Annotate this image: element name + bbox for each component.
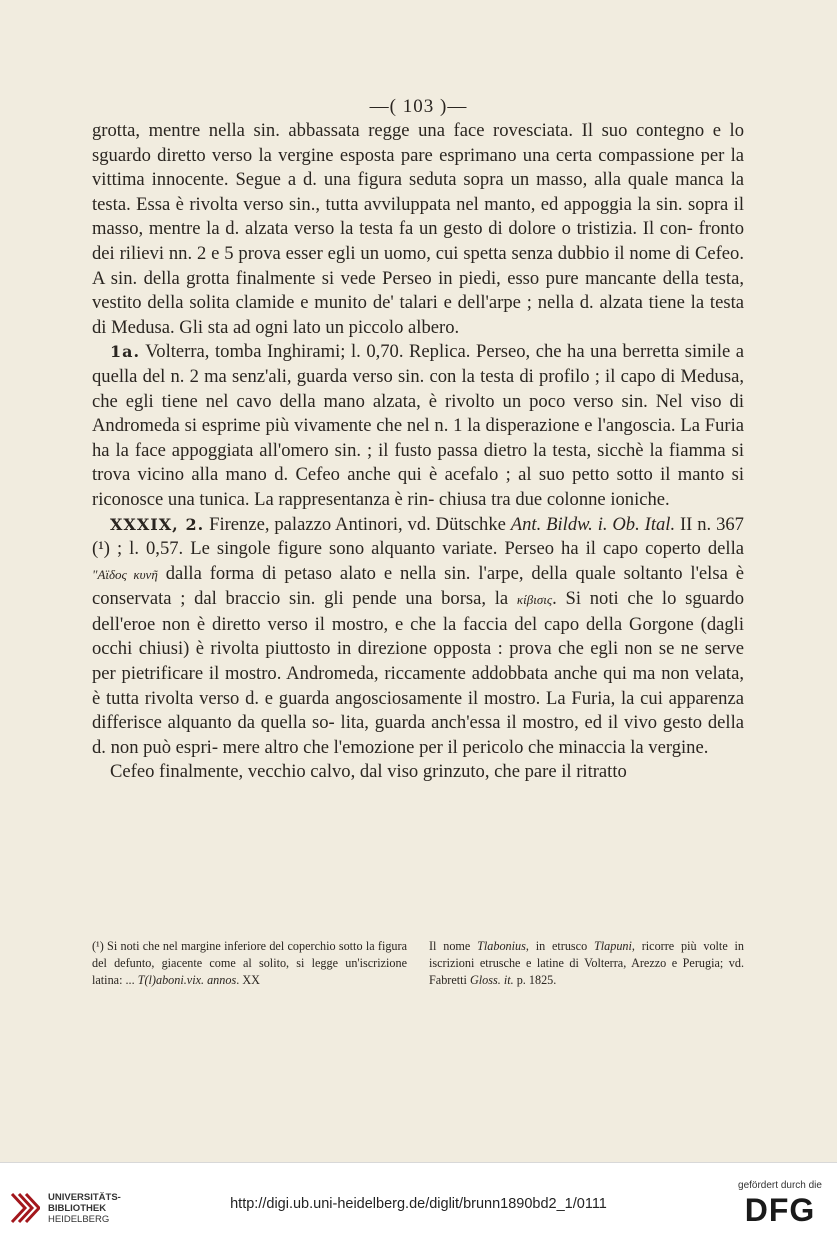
text-line: serve per pietrificare il mostro. Andromeda, riccamente addobbata anche [92,638,744,685]
text-line: diretto verso il mostro, e che la faccia del capo della Gorgone (dagli occhi [92,613,745,660]
entry-label-xxxix-2: XXXIX, 2. [110,514,205,534]
text-line: chiusi) è rivolta piuttosto in direzione opposta : prova che egli non se ne [138,638,705,660]
dfg-logo[interactable] [735,1180,825,1227]
text-line: fiamma si trova vicino alla mano d. Cefeo anche qui è acefalo ; al suo [92,439,744,486]
text-line: chiusa tra due colonne ioniche. [438,488,670,510]
text-line: Gli sta ad ogni lato un piccolo albero. [179,316,460,338]
text-line: grotta, mentre nella sin. abbassata regge una face rovesciata. Il suo [92,120,636,141]
paragraph-3: XXXIX, 2. Firenze, palazzo Antinori, vd. Dütschke Ant. Bildw. i. Ob. Ital. II n. 367 (¹) ; l. 0,57. Le singole figure sono alquanto variate. Perseo ha il capo coperto della "Αϊδος κυνῆ dalla forma di petaso alato e nella sin. l'arpe, della quale soltanto l'elsa è conservata ; dal braccio sin. gli pende una borsa, la κίβισις. Si noti che lo sguardo dell'eroe non è diretto verso il mostro, e che la faccia del capo della Gorgone (dagli occhi chiusi) è rivolta piuttosto in direzione opposta : prova che egli non se ne serve per pietrificare il mostro. Andromeda, riccamente addobbata anche qui ma non velata, è tutta rivolta verso d. e guarda angosciosamente il mostro. La Furia, la cui apparenza differisce alquanto da quella so- lita, guarda anch'essa il mostro, ed il vivo gesto della d. non può espri- mere altro che l'emozione per il pericolo che minaccia la vergine. [92,513,745,758]
footnote-left: (¹) Si noti che nel margine inferiore del coperchio sotto la figura del defunto, giacente come al solito, si legge un'iscrizione latina: ... T(l)aboni.vix. annos. XX [92,939,407,987]
text-line: mentre la d. alzata verso la testa fa un gesto di dolore o tristizia. Il con- [148,218,699,240]
text-line: e munito de' talari e dell'arpe ; nella d. alzata tiene la testa di Medusa. [92,292,744,338]
text-line: petto sotto il manto si riconosce una tunica. La rappresentanza è rin- [92,464,744,510]
greek-term: "Αϊδος κυνῆ [92,566,158,582]
footnote-right: Il nome Tlabonius, in etrusco Tlapuni, ricorre più volte in iscrizioni etrusche e latine di Volterra, Arezzo e Perugia; vd. Fabretti Gloss. it. p. 1825. [429,939,744,987]
text-line: sin., tutta avviluppata nel manto, ed appoggia la sin. sopra il masso, [92,193,744,240]
text-line: qui ma non velata, è tutta rivolta verso d. e guarda angosciosamente [92,663,744,709]
dfg-wordmark: DFG [744,1192,816,1228]
paragraph-4 [92,760,744,785]
text-line: seduta sopra un masso, alla quale manca la testa. Essa è rivolta verso [92,169,744,215]
funded-by-label: gefördert durch die [738,1180,822,1191]
text-line: mere altro che l'emozione per il pericolo che minaccia la vergine. [222,736,709,758]
text-line: una berretta simile a quella del n. 2 ma senz'ali, guarda verso sin. con [92,341,745,387]
text-line: una certa compassione per la vittima innocente. Segue a d. una figura [92,144,745,191]
greek-term: κίβισις [516,592,553,608]
text-line: più vivamente che nel n. 1 la disperazione e l'angoscia. La Furia ha la [92,415,745,461]
text-line: face appoggiata all'omero sin. ; il fusto passa dietro la testa, sicchè la [134,439,669,461]
text-line: Cefeo finalmente, vecchio calvo, dal viso grinzuto, che pare il ritratto [110,761,627,783]
main-text [92,119,744,785]
text-line: dubbio il nome di Cefeo. A sin. della grotta finalmente si vede Perseo [92,242,744,289]
text-line: contegno e lo sguardo diretto verso la vergine esposta pare esprimano [92,120,744,166]
page-number: —( 103 )— [369,96,468,117]
page-url-link[interactable]: http://digi.ub.uni-heidelberg.de/diglit/brunn1890bd2_1/0111 [230,1196,607,1212]
university-library-logo[interactable]: UNIVERSITÄTS- BIBLIOTHEK HEIDELBERG [10,1186,122,1230]
text-line: in piedi, esso pure mancante della testa, vestito della solita clamide [92,267,744,314]
footnotes [92,938,744,989]
entry-label-1a: 1a. [110,342,141,362]
text-line: lita, guarda anch'essa il mostro, ed il vivo gesto della d. non può espri- [92,712,745,758]
text-line: Volterra, tomba Inghirami; l. 0,70. Replica. Perseo, che ha [140,341,591,363]
paragraph-1 [92,119,744,340]
text-line: il mostro. La Furia, la cui apparenza differisce alquanto da quella so- [92,687,744,734]
paragraph-2 [92,340,744,512]
text-line: la testa di profilo ; il capo di Medusa, che egli tiene nel cavo della mano [92,365,744,412]
text-line: fronto dei rilievi nn. 2 e 5 prova esser egli un uomo, cui spetta senza [92,218,745,264]
text-line: alzata, è rivolto un poco verso sin. Nel viso di Andromeda si esprime [92,390,744,437]
